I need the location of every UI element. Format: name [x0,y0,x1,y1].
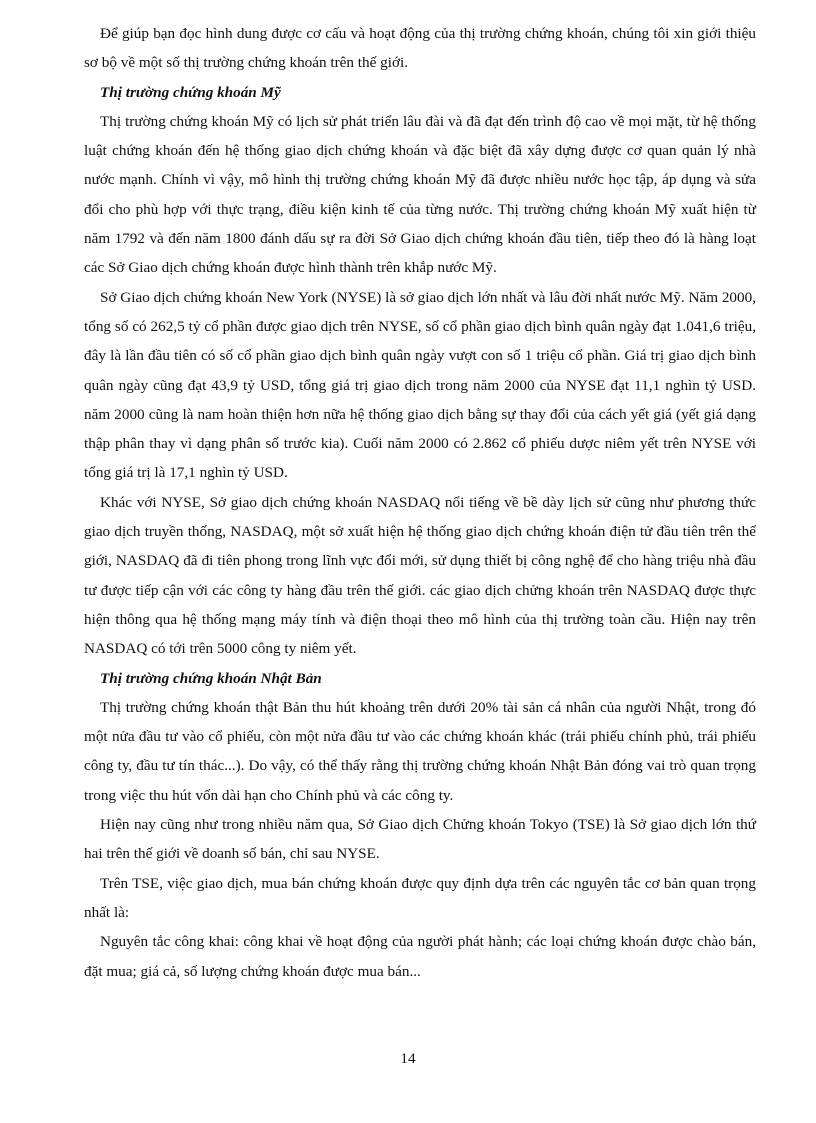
paragraph-nyse: Sở Giao dịch chứng khoán New York (NYSE) là sở giao dịch lớn nhất và lâu đời nhất nước Mỹ. Năm 2000, tổng số có 262,5 tỷ cổ phần được giao dịch trên NYSE, số cổ phần giao dịch bình quân ngày đạt 1.041,6 triệu, đây là lần đầu tiên có số cổ phần giao dịch bình quân ngày vượt con số 1 triệu cổ phần. Giá trị giao dịch bình quân ngày cũng đạt 43,9 tỷ USD, tổng giá trị giao dịch trong năm 2000 của NYSE đạt 11,1 nghìn tỷ USD. năm 2000 cũng là nam hoàn thiện hơn nữa hệ thống giao dịch bằng sự thay đổi của cách yết giá (yết giá dạng thập phân thay vì dạng phân số trước kia). Cuối năm 2000 có 2.862 cổ phiếu dược niêm yết trên NYSE với tổng giá trị là 17,1 nghìn tỷ USD. [84,288,756,482]
paragraph-nasdaq: Khác với NYSE, Sở giao dịch chứng khoán NASDAQ nổi tiếng về bề dày lịch sử cũng như phương thức giao dịch truyền thống, NASDAQ, một sở xuất hiện hệ thống giao dịch chứng khoán điện tử đầu tiên trên thế giới, NASDAQ đã đi tiên phong trong lĩnh vực đổi mới, sử dụng thiết bị công nghệ để cho hàng triệu nhà đầu tư được tiếp cận với các công ty hàng đầu trên thế giới. các giao dịch chửng khoán trên NASDAQ được thực hiện thông qua hệ thống mạng máy tính và điện thoại theo mô hình của thị trường toàn cầu. Hiện nay trên NASDAQ có tới trên 5000 công ty niêm yết. [84,493,756,658]
paragraph-tse-rules: Trên TSE, việc giao dịch, mua bán chứng khoán được quy định dựa trên các nguyên tắc cơ bản quan trọng nhất là: [84,874,756,921]
paragraph-intro: Để giúp bạn đọc hình dung được cơ cấu và hoạt động của thị trường chứng khoán, chúng tôi xin giới thiệu sơ bộ về một số thị trường chứng khoán trên thế giới. [84,25,756,72]
paragraph-disclosure-principle: Nguyên tắc công khai: công khai về hoạt động của người phát hành; các loại chứng khoán được chào bán, đặt mua; giá cả, số lượng chứng khoán được mua bán... [84,933,756,980]
heading-japan-market: Thị trường chứng khoán Nhật Bản [100,669,322,687]
paragraph-us-history: Thị trường chứng khoán Mỹ có lịch sử phát triển lâu đài và đã đạt đến trình độ cao về mọi mặt, từ hệ thống luật chứng khoán đến hệ thống giao dịch chứng khoán và đặc biệt đã xây dựng được cơ quan quản lý nhà nước mạnh. Chính vì vậy, mô hình thị trường chứng khoán Mỹ đã được nhiều nước học tập, áp dụng và sửa đổi cho phù hợp với thực trạng, điều kiện kinh tế của từng nước. Thị trường chứng khoán Mỹ xuất hiện từ năm 1792 và đến năm 1800 đánh dấu sự ra đời Sở Giao dịch chứng khoán đầu tiên, tiếp theo đó là hàng loạt các Sở Giao dịch chứng khoán được hình thành trên khắp nước Mỹ. [84,112,756,277]
document-body [84,19,756,986]
page-number: 14 [400,1050,416,1067]
paragraph-tse: Hiện nay cũng như trong nhiều năm qua, Sở Giao dịch Chửng khoán Tokyo (TSE) là Sở giao dịch lớn thứ hai trên thế giới về doanh số bán, chỉ sau NYSE. [84,816,756,863]
heading-us-market: Thị trường chứng khoán Mỹ [100,83,281,101]
paragraph-japan-assets: Thị trường chứng khoán thật Bản thu hút khoảng trên dưới 20% tài sản cá nhân của người Nhật, trong đó một nửa đầu tư vào cổ phiếu, còn một nửa đầu tư vào các chứng khoán khác (trái phiếu chính phủ, trái phiếu công ty, đầu tư tín thác...). Do vậy, có thể thấy rằng thị trường chứng khoán Nhật Bản đóng vai trò quan trọng trong việc thu hút vốn dài hạn cho Chính phủ và các công ty. [84,698,756,804]
